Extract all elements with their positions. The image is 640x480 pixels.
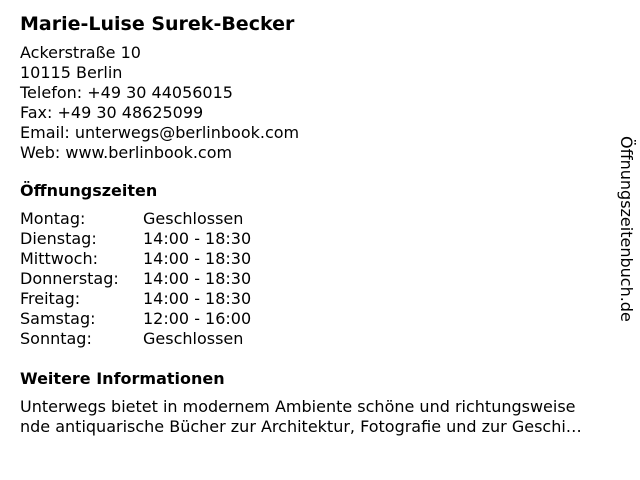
day-label: Samstag:	[20, 309, 96, 328]
hours-value: 14:00 - 18:30	[143, 289, 252, 308]
contact-block	[20, 43, 620, 163]
phone-number: Telefon: +49 30 44056015	[20, 83, 233, 102]
hours-value: Geschlossen	[143, 329, 244, 348]
hours-row-thursday	[20, 269, 620, 289]
hours-row-sunday	[20, 329, 620, 349]
address-street: Ackerstraße 10	[20, 43, 141, 62]
fax-number: Fax: +49 30 48625099	[20, 103, 204, 122]
hours-value: 14:00 - 18:30	[143, 249, 252, 268]
business-name: Marie-Luise Surek-Becker	[20, 13, 295, 35]
hours-value: Geschlossen	[143, 209, 244, 228]
hours-row-monday	[20, 209, 620, 229]
hours-row-saturday	[20, 309, 620, 329]
hours-value: 12:00 - 16:00	[143, 309, 252, 328]
day-label: Dienstag:	[20, 229, 97, 248]
day-label: Montag:	[20, 209, 86, 228]
more-info-title: Weitere Informationen	[20, 369, 225, 388]
day-label: Sonntag:	[20, 329, 92, 348]
hours-value: 14:00 - 18:30	[143, 269, 252, 288]
address-city: 10115 Berlin	[20, 63, 123, 82]
opening-hours-title: Öffnungszeiten	[20, 181, 158, 200]
hours-value: 14:00 - 18:30	[143, 229, 252, 248]
hours-row-friday	[20, 289, 620, 309]
day-label: Mittwoch:	[20, 249, 98, 268]
day-label: Donnerstag:	[20, 269, 119, 288]
site-watermark-label: Öffnungszeitenbuch.de	[617, 136, 636, 322]
more-info-line: Unterwegs bietet in modernem Ambiente schöne und richtungsweise	[20, 397, 576, 416]
email-address: Email: unterwegs@berlinbook.com	[20, 123, 300, 142]
website-address: Web: www.berlinbook.com	[20, 143, 233, 162]
more-info-line: nde antiquarische Bücher zur Architektur, Fotografie und zur Geschi…	[20, 417, 582, 436]
day-label: Freitag:	[20, 289, 81, 308]
hours-row-tuesday	[20, 229, 620, 249]
business-listing	[20, 12, 620, 437]
more-info-text	[20, 397, 618, 437]
hours-row-wednesday	[20, 249, 620, 269]
opening-hours-table	[20, 209, 620, 349]
